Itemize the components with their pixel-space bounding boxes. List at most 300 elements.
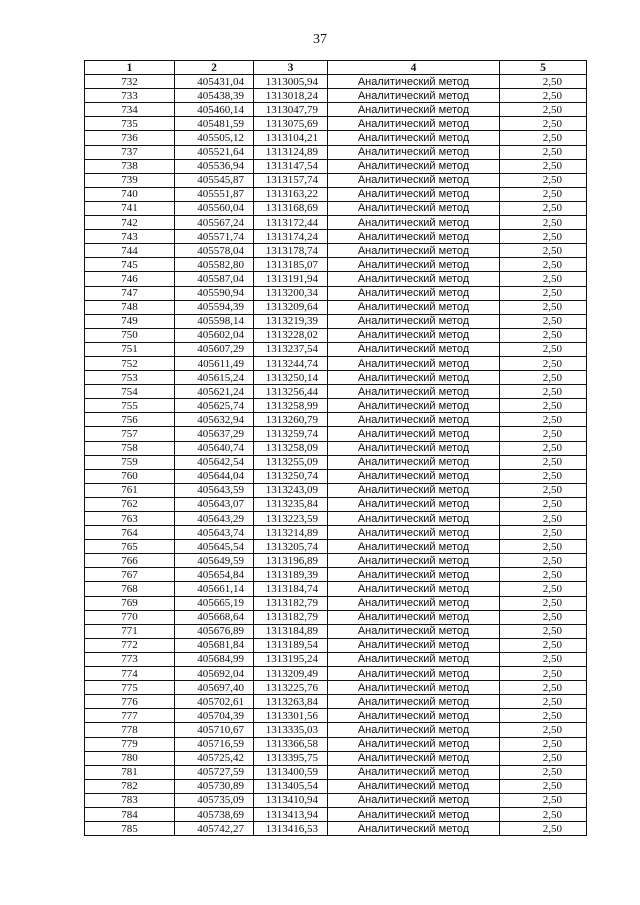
table-row: [85, 526, 587, 540]
accuracy-cell: 2,50: [500, 145, 587, 159]
table-row: [85, 117, 587, 131]
point-number-cell: 732: [85, 75, 175, 89]
table-row: [85, 328, 587, 342]
method-cell: Аналитический метод: [328, 709, 500, 723]
accuracy-cell: 2,50: [500, 342, 587, 356]
y-coordinate-cell: 1313209,64: [254, 300, 328, 314]
x-coordinate-cell: 405697,40: [175, 681, 254, 695]
table-row: [85, 709, 587, 723]
x-coordinate-cell: 405602,04: [175, 328, 254, 342]
point-number-cell: 742: [85, 216, 175, 230]
x-coordinate-cell: 405578,04: [175, 244, 254, 258]
method-cell: Аналитический метод: [328, 681, 500, 695]
x-coordinate-cell: 405587,04: [175, 272, 254, 286]
table-row: [85, 765, 587, 779]
method-cell: Аналитический метод: [328, 723, 500, 737]
column-header-x-coordinate: 2: [175, 61, 254, 75]
point-number-cell: 769: [85, 596, 175, 610]
accuracy-cell: 2,50: [500, 807, 587, 821]
method-cell: Аналитический метод: [328, 258, 500, 272]
y-coordinate-cell: 1313405,54: [254, 779, 328, 793]
table-row: [85, 695, 587, 709]
accuracy-cell: 2,50: [500, 667, 587, 681]
table-row: [85, 272, 587, 286]
x-coordinate-cell: 405668,64: [175, 610, 254, 624]
point-number-cell: 734: [85, 103, 175, 117]
method-cell: Аналитический метод: [328, 103, 500, 117]
table-row: [85, 89, 587, 103]
y-coordinate-cell: 1313260,79: [254, 413, 328, 427]
point-number-cell: 779: [85, 737, 175, 751]
method-cell: Аналитический метод: [328, 610, 500, 624]
method-cell: Аналитический метод: [328, 667, 500, 681]
y-coordinate-cell: 1313005,94: [254, 75, 328, 89]
x-coordinate-cell: 405661,14: [175, 582, 254, 596]
table-row: [85, 75, 587, 89]
method-cell: Аналитический метод: [328, 512, 500, 526]
point-number-cell: 785: [85, 822, 175, 836]
accuracy-cell: 2,50: [500, 568, 587, 582]
method-cell: Аналитический метод: [328, 117, 500, 131]
method-cell: Аналитический метод: [328, 286, 500, 300]
y-coordinate-cell: 1313185,07: [254, 258, 328, 272]
method-cell: Аналитический метод: [328, 822, 500, 836]
y-coordinate-cell: 1313244,74: [254, 356, 328, 370]
x-coordinate-cell: 405643,29: [175, 512, 254, 526]
table-row: [85, 286, 587, 300]
x-coordinate-cell: 405481,59: [175, 117, 254, 131]
x-coordinate-cell: 405681,84: [175, 638, 254, 652]
point-number-cell: 777: [85, 709, 175, 723]
table-row: [85, 638, 587, 652]
point-number-cell: 752: [85, 356, 175, 370]
y-coordinate-cell: 1313225,76: [254, 681, 328, 695]
x-coordinate-cell: 405460,14: [175, 103, 254, 117]
method-cell: Аналитический метод: [328, 216, 500, 230]
x-coordinate-cell: 405692,04: [175, 667, 254, 681]
method-cell: Аналитический метод: [328, 342, 500, 356]
method-cell: Аналитический метод: [328, 371, 500, 385]
x-coordinate-cell: 405676,89: [175, 624, 254, 638]
accuracy-cell: 2,50: [500, 822, 587, 836]
point-number-cell: 744: [85, 244, 175, 258]
accuracy-cell: 2,50: [500, 652, 587, 666]
x-coordinate-cell: 405536,94: [175, 159, 254, 173]
accuracy-cell: 2,50: [500, 441, 587, 455]
table-row: [85, 723, 587, 737]
method-cell: Аналитический метод: [328, 695, 500, 709]
point-number-cell: 774: [85, 667, 175, 681]
point-number-cell: 784: [85, 807, 175, 821]
accuracy-cell: 2,50: [500, 230, 587, 244]
x-coordinate-cell: 405567,24: [175, 216, 254, 230]
point-number-cell: 780: [85, 751, 175, 765]
y-coordinate-cell: 1313018,24: [254, 89, 328, 103]
y-coordinate-cell: 1313124,89: [254, 145, 328, 159]
point-number-cell: 762: [85, 497, 175, 511]
x-coordinate-cell: 405545,87: [175, 173, 254, 187]
table-row: [85, 652, 587, 666]
accuracy-cell: 2,50: [500, 300, 587, 314]
point-number-cell: 764: [85, 526, 175, 540]
method-cell: Аналитический метод: [328, 385, 500, 399]
x-coordinate-cell: 405644,04: [175, 469, 254, 483]
accuracy-cell: 2,50: [500, 103, 587, 117]
point-number-cell: 748: [85, 300, 175, 314]
method-cell: Аналитический метод: [328, 526, 500, 540]
y-coordinate-cell: 1313047,79: [254, 103, 328, 117]
accuracy-cell: 2,50: [500, 159, 587, 173]
table-row: [85, 173, 587, 187]
point-number-cell: 771: [85, 624, 175, 638]
y-coordinate-cell: 1313335,03: [254, 723, 328, 737]
y-coordinate-cell: 1313416,53: [254, 822, 328, 836]
x-coordinate-cell: 405632,94: [175, 413, 254, 427]
table-row: [85, 441, 587, 455]
method-cell: Аналитический метод: [328, 399, 500, 413]
method-cell: Аналитический метод: [328, 89, 500, 103]
table-row: [85, 201, 587, 215]
method-cell: Аналитический метод: [328, 145, 500, 159]
y-coordinate-cell: 1313195,24: [254, 652, 328, 666]
x-coordinate-cell: 405505,12: [175, 131, 254, 145]
point-number-cell: 763: [85, 512, 175, 526]
accuracy-cell: 2,50: [500, 272, 587, 286]
accuracy-cell: 2,50: [500, 413, 587, 427]
x-coordinate-cell: 405607,29: [175, 342, 254, 356]
method-cell: Аналитический метод: [328, 187, 500, 201]
y-coordinate-cell: 1313237,54: [254, 342, 328, 356]
table-row: [85, 385, 587, 399]
y-coordinate-cell: 1313189,39: [254, 568, 328, 582]
x-coordinate-cell: 405704,39: [175, 709, 254, 723]
method-cell: Аналитический метод: [328, 540, 500, 554]
table-row: [85, 187, 587, 201]
x-coordinate-cell: 405571,74: [175, 230, 254, 244]
table-row: [85, 512, 587, 526]
x-coordinate-cell: 405637,29: [175, 427, 254, 441]
accuracy-cell: 2,50: [500, 328, 587, 342]
y-coordinate-cell: 1313209,49: [254, 667, 328, 681]
table-row: [85, 568, 587, 582]
method-cell: Аналитический метод: [328, 230, 500, 244]
point-number-cell: 751: [85, 342, 175, 356]
y-coordinate-cell: 1313163,22: [254, 187, 328, 201]
table-row: [85, 681, 587, 695]
accuracy-cell: 2,50: [500, 681, 587, 695]
point-number-cell: 743: [85, 230, 175, 244]
y-coordinate-cell: 1313214,89: [254, 526, 328, 540]
table-row: [85, 145, 587, 159]
method-cell: Аналитический метод: [328, 413, 500, 427]
accuracy-cell: 2,50: [500, 455, 587, 469]
method-cell: Аналитический метод: [328, 751, 500, 765]
point-number-cell: 755: [85, 399, 175, 413]
method-cell: Аналитический метод: [328, 441, 500, 455]
point-number-cell: 773: [85, 652, 175, 666]
method-cell: Аналитический метод: [328, 300, 500, 314]
accuracy-cell: 2,50: [500, 89, 587, 103]
point-number-cell: 781: [85, 765, 175, 779]
accuracy-cell: 2,50: [500, 187, 587, 201]
y-coordinate-cell: 1313184,74: [254, 582, 328, 596]
table-row: [85, 342, 587, 356]
x-coordinate-cell: 405551,87: [175, 187, 254, 201]
y-coordinate-cell: 1313184,89: [254, 624, 328, 638]
table-row: [85, 779, 587, 793]
method-cell: Аналитический метод: [328, 314, 500, 328]
point-number-cell: 772: [85, 638, 175, 652]
table-row: [85, 469, 587, 483]
accuracy-cell: 2,50: [500, 117, 587, 131]
table-row: [85, 497, 587, 511]
table-row: [85, 258, 587, 272]
point-number-cell: 749: [85, 314, 175, 328]
method-cell: Аналитический метод: [328, 427, 500, 441]
y-coordinate-cell: 1313157,74: [254, 173, 328, 187]
point-number-cell: 740: [85, 187, 175, 201]
table-row: [85, 455, 587, 469]
table-row: [85, 399, 587, 413]
x-coordinate-cell: 405742,27: [175, 822, 254, 836]
accuracy-cell: 2,50: [500, 286, 587, 300]
x-coordinate-cell: 405438,39: [175, 89, 254, 103]
method-cell: Аналитический метод: [328, 582, 500, 596]
y-coordinate-cell: 1313413,94: [254, 807, 328, 821]
table-row: [85, 610, 587, 624]
x-coordinate-cell: 405738,69: [175, 807, 254, 821]
method-cell: Аналитический метод: [328, 765, 500, 779]
x-coordinate-cell: 405598,14: [175, 314, 254, 328]
method-cell: Аналитический метод: [328, 159, 500, 173]
method-cell: Аналитический метод: [328, 568, 500, 582]
table-row: [85, 230, 587, 244]
column-header-y-coordinate: 3: [254, 61, 328, 75]
accuracy-cell: 2,50: [500, 356, 587, 370]
y-coordinate-cell: 1313168,69: [254, 201, 328, 215]
point-number-cell: 765: [85, 540, 175, 554]
accuracy-cell: 2,50: [500, 624, 587, 638]
coordinates-table: [84, 60, 587, 836]
accuracy-cell: 2,50: [500, 201, 587, 215]
method-cell: Аналитический метод: [328, 272, 500, 286]
y-coordinate-cell: 1313205,74: [254, 540, 328, 554]
method-cell: Аналитический метод: [328, 638, 500, 652]
y-coordinate-cell: 1313263,84: [254, 695, 328, 709]
accuracy-cell: 2,50: [500, 526, 587, 540]
x-coordinate-cell: 405590,94: [175, 286, 254, 300]
table-row: [85, 822, 587, 836]
accuracy-cell: 2,50: [500, 131, 587, 145]
point-number-cell: 770: [85, 610, 175, 624]
y-coordinate-cell: 1313395,75: [254, 751, 328, 765]
table-row: [85, 103, 587, 117]
table-row: [85, 596, 587, 610]
x-coordinate-cell: 405645,54: [175, 540, 254, 554]
table-row: [85, 159, 587, 173]
accuracy-cell: 2,50: [500, 793, 587, 807]
table-row: [85, 483, 587, 497]
x-coordinate-cell: 405643,59: [175, 483, 254, 497]
y-coordinate-cell: 1313200,34: [254, 286, 328, 300]
y-coordinate-cell: 1313258,99: [254, 399, 328, 413]
x-coordinate-cell: 405621,24: [175, 385, 254, 399]
point-number-cell: 758: [85, 441, 175, 455]
point-number-cell: 733: [85, 89, 175, 103]
x-coordinate-cell: 405615,24: [175, 371, 254, 385]
method-cell: Аналитический метод: [328, 624, 500, 638]
point-number-cell: 782: [85, 779, 175, 793]
y-coordinate-cell: 1313147,54: [254, 159, 328, 173]
method-cell: Аналитический метод: [328, 75, 500, 89]
method-cell: Аналитический метод: [328, 356, 500, 370]
x-coordinate-cell: 405594,39: [175, 300, 254, 314]
table-row: [85, 554, 587, 568]
table-row: [85, 624, 587, 638]
method-cell: Аналитический метод: [328, 596, 500, 610]
point-number-cell: 741: [85, 201, 175, 215]
accuracy-cell: 2,50: [500, 554, 587, 568]
x-coordinate-cell: 405640,74: [175, 441, 254, 455]
point-number-cell: 783: [85, 793, 175, 807]
method-cell: Аналитический метод: [328, 469, 500, 483]
accuracy-cell: 2,50: [500, 469, 587, 483]
y-coordinate-cell: 1313400,59: [254, 765, 328, 779]
accuracy-cell: 2,50: [500, 483, 587, 497]
y-coordinate-cell: 1313182,79: [254, 610, 328, 624]
method-cell: Аналитический метод: [328, 554, 500, 568]
point-number-cell: 756: [85, 413, 175, 427]
x-coordinate-cell: 405727,59: [175, 765, 254, 779]
x-coordinate-cell: 405582,80: [175, 258, 254, 272]
x-coordinate-cell: 405560,04: [175, 201, 254, 215]
table-row: [85, 667, 587, 681]
y-coordinate-cell: 1313256,44: [254, 385, 328, 399]
y-coordinate-cell: 1313255,09: [254, 455, 328, 469]
point-number-cell: 735: [85, 117, 175, 131]
y-coordinate-cell: 1313182,79: [254, 596, 328, 610]
table-row: [85, 314, 587, 328]
point-number-cell: 747: [85, 286, 175, 300]
point-number-cell: 745: [85, 258, 175, 272]
column-header-method: 4: [328, 61, 500, 75]
x-coordinate-cell: 405665,19: [175, 596, 254, 610]
x-coordinate-cell: 405611,49: [175, 356, 254, 370]
point-number-cell: 753: [85, 371, 175, 385]
point-number-cell: 761: [85, 483, 175, 497]
accuracy-cell: 2,50: [500, 540, 587, 554]
point-number-cell: 754: [85, 385, 175, 399]
method-cell: Аналитический метод: [328, 244, 500, 258]
x-coordinate-cell: 405716,59: [175, 737, 254, 751]
page-number: 37: [313, 32, 327, 47]
accuracy-cell: 2,50: [500, 610, 587, 624]
table-row: [85, 427, 587, 441]
method-cell: Аналитический метод: [328, 779, 500, 793]
x-coordinate-cell: 405643,07: [175, 497, 254, 511]
x-coordinate-cell: 405431,04: [175, 75, 254, 89]
accuracy-cell: 2,50: [500, 216, 587, 230]
y-coordinate-cell: 1313250,14: [254, 371, 328, 385]
point-number-cell: 736: [85, 131, 175, 145]
x-coordinate-cell: 405725,42: [175, 751, 254, 765]
point-number-cell: 778: [85, 723, 175, 737]
method-cell: Аналитический метод: [328, 737, 500, 751]
method-cell: Аналитический метод: [328, 807, 500, 821]
accuracy-cell: 2,50: [500, 258, 587, 272]
method-cell: Аналитический метод: [328, 793, 500, 807]
y-coordinate-cell: 1313301,56: [254, 709, 328, 723]
x-coordinate-cell: 405710,67: [175, 723, 254, 737]
x-coordinate-cell: 405735,09: [175, 793, 254, 807]
method-cell: Аналитический метод: [328, 652, 500, 666]
accuracy-cell: 2,50: [500, 427, 587, 441]
method-cell: Аналитический метод: [328, 173, 500, 187]
y-coordinate-cell: 1313178,74: [254, 244, 328, 258]
table-row: [85, 540, 587, 554]
y-coordinate-cell: 1313235,84: [254, 497, 328, 511]
point-number-cell: 757: [85, 427, 175, 441]
x-coordinate-cell: 405625,74: [175, 399, 254, 413]
point-number-cell: 737: [85, 145, 175, 159]
x-coordinate-cell: 405642,54: [175, 455, 254, 469]
y-coordinate-cell: 1313189,54: [254, 638, 328, 652]
y-coordinate-cell: 1313223,59: [254, 512, 328, 526]
table-row: [85, 300, 587, 314]
x-coordinate-cell: 405684,99: [175, 652, 254, 666]
accuracy-cell: 2,50: [500, 399, 587, 413]
point-number-cell: 766: [85, 554, 175, 568]
accuracy-cell: 2,50: [500, 695, 587, 709]
table-header-row: [85, 61, 587, 75]
y-coordinate-cell: 1313228,02: [254, 328, 328, 342]
accuracy-cell: 2,50: [500, 512, 587, 526]
accuracy-cell: 2,50: [500, 173, 587, 187]
y-coordinate-cell: 1313250,74: [254, 469, 328, 483]
accuracy-cell: 2,50: [500, 751, 587, 765]
accuracy-cell: 2,50: [500, 75, 587, 89]
point-number-cell: 775: [85, 681, 175, 695]
table-row: [85, 737, 587, 751]
y-coordinate-cell: 1313172,44: [254, 216, 328, 230]
accuracy-cell: 2,50: [500, 385, 587, 399]
method-cell: Аналитический метод: [328, 483, 500, 497]
method-cell: Аналитический метод: [328, 131, 500, 145]
accuracy-cell: 2,50: [500, 737, 587, 751]
column-header-point-number: 1: [85, 61, 175, 75]
accuracy-cell: 2,50: [500, 314, 587, 328]
y-coordinate-cell: 1313259,74: [254, 427, 328, 441]
table-row: [85, 751, 587, 765]
y-coordinate-cell: 1313191,94: [254, 272, 328, 286]
point-number-cell: 759: [85, 455, 175, 469]
y-coordinate-cell: 1313174,24: [254, 230, 328, 244]
accuracy-cell: 2,50: [500, 596, 587, 610]
table-row: [85, 582, 587, 596]
point-number-cell: 738: [85, 159, 175, 173]
point-number-cell: 768: [85, 582, 175, 596]
point-number-cell: 776: [85, 695, 175, 709]
table-row: [85, 131, 587, 145]
y-coordinate-cell: 1313219,39: [254, 314, 328, 328]
accuracy-cell: 2,50: [500, 709, 587, 723]
table-row: [85, 413, 587, 427]
accuracy-cell: 2,50: [500, 497, 587, 511]
y-coordinate-cell: 1313366,58: [254, 737, 328, 751]
x-coordinate-cell: 405654,84: [175, 568, 254, 582]
accuracy-cell: 2,50: [500, 779, 587, 793]
point-number-cell: 739: [85, 173, 175, 187]
